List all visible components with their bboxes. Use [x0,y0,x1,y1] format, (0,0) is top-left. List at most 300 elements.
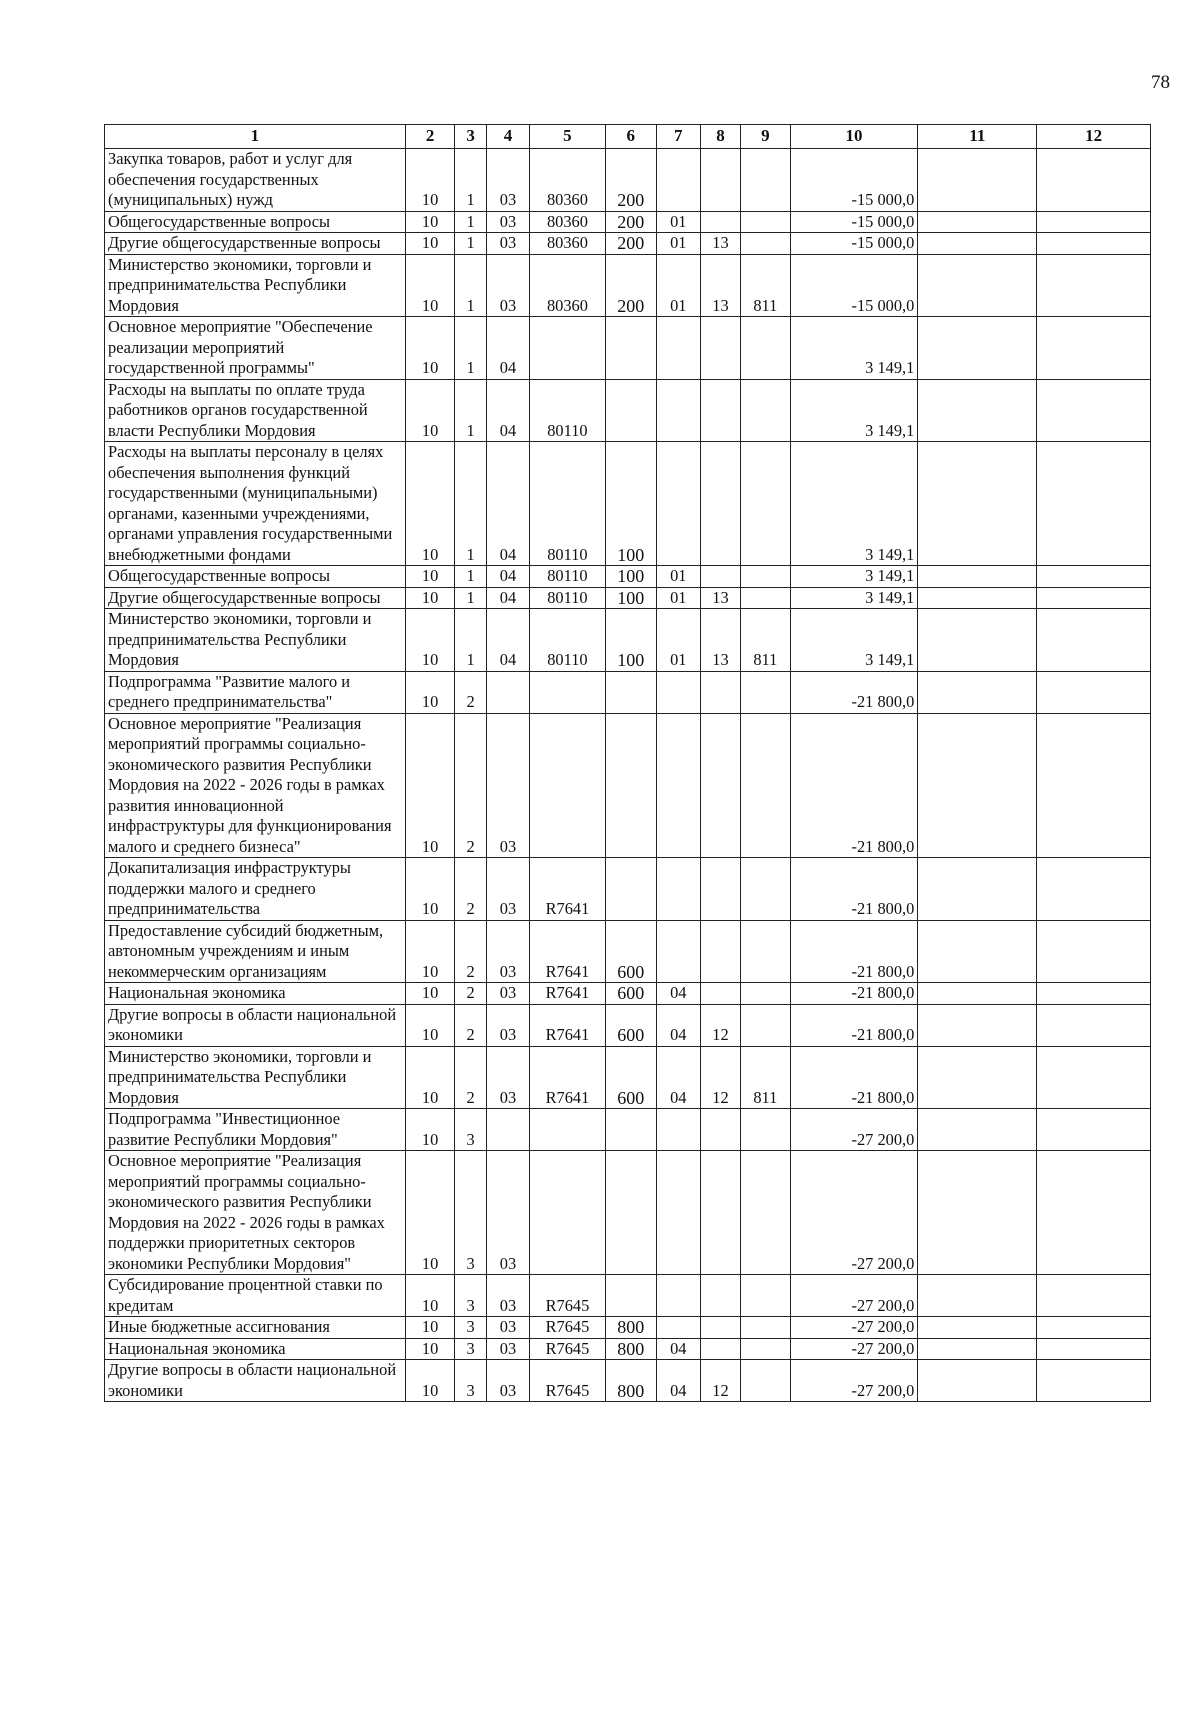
row-cell-col-2: 10 [405,587,455,609]
row-cell-col-9: 811 [740,254,790,317]
row-cell-col-9 [740,317,790,380]
row-cell-col-4: 03 [486,1338,529,1360]
row-cell-col-7: 01 [656,587,700,609]
header-col-11: 11 [918,125,1037,149]
row-cell-col-5: 80360 [530,211,606,233]
row-cell-col-12 [1037,442,1151,566]
row-cell-col-10: -27 200,0 [790,1360,918,1402]
row-cell-col-9 [740,1360,790,1402]
header-col-5: 5 [530,125,606,149]
row-description: Другие вопросы в области национальной экономики [105,1360,406,1402]
row-cell-col-7: 01 [656,254,700,317]
row-description: Общегосударственные вопросы [105,211,406,233]
header-col-8: 8 [700,125,740,149]
row-cell-col-5: 80110 [530,442,606,566]
row-description: Национальная экономика [105,983,406,1005]
header-col-7: 7 [656,125,700,149]
header-col-3: 3 [455,125,486,149]
row-cell-col-10: -21 800,0 [790,1004,918,1046]
row-cell-col-10: 3 149,1 [790,587,918,609]
row-cell-col-8 [700,211,740,233]
row-cell-col-2: 10 [405,1046,455,1109]
row-cell-col-6 [605,379,656,442]
row-cell-col-6 [605,1151,656,1275]
row-cell-col-9 [740,920,790,983]
row-cell-col-11 [918,149,1037,212]
row-cell-col-9 [740,587,790,609]
row-cell-col-2: 10 [405,442,455,566]
row-cell-col-10: -27 200,0 [790,1338,918,1360]
row-cell-col-12 [1037,609,1151,672]
row-cell-col-12 [1037,1338,1151,1360]
row-cell-col-5: R7645 [530,1360,606,1402]
row-description: Национальная экономика [105,1338,406,1360]
row-cell-col-2: 10 [405,713,455,858]
row-cell-col-9 [740,713,790,858]
row-cell-col-11 [918,254,1037,317]
row-cell-col-11 [918,609,1037,672]
row-cell-col-6: 100 [605,442,656,566]
header-col-9: 9 [740,125,790,149]
row-cell-col-5 [530,713,606,858]
row-description: Предоставление субсидий бюджетным, автономным учреждениям и иным некоммерческим организациям [105,920,406,983]
row-cell-col-12 [1037,920,1151,983]
row-cell-col-12 [1037,671,1151,713]
row-cell-col-9 [740,442,790,566]
row-cell-col-3: 3 [455,1109,486,1151]
row-cell-col-3: 1 [455,233,486,255]
row-cell-col-4: 03 [486,1151,529,1275]
row-cell-col-10: -27 200,0 [790,1275,918,1317]
row-description: Министерство экономики, торговли и предпринимательства Республики Мордовия [105,609,406,672]
row-cell-col-11 [918,983,1037,1005]
row-cell-col-6: 600 [605,1004,656,1046]
row-cell-col-10: -21 800,0 [790,920,918,983]
row-cell-col-11 [918,379,1037,442]
table-row [105,671,1151,713]
row-cell-col-10: 3 149,1 [790,442,918,566]
row-cell-col-8: 13 [700,587,740,609]
row-description: Закупка товаров, работ и услуг для обеспечения государственных (муниципальных) нужд [105,149,406,212]
row-cell-col-10: 3 149,1 [790,566,918,588]
row-cell-col-8 [700,1317,740,1339]
row-cell-col-9 [740,1109,790,1151]
row-cell-col-4: 04 [486,379,529,442]
row-cell-col-8: 12 [700,1046,740,1109]
row-cell-col-9 [740,1151,790,1275]
row-cell-col-2: 10 [405,211,455,233]
table-row [105,1004,1151,1046]
row-cell-col-3: 3 [455,1360,486,1402]
row-cell-col-4: 03 [486,858,529,921]
row-cell-col-9 [740,233,790,255]
row-cell-col-6 [605,671,656,713]
row-cell-col-7 [656,1275,700,1317]
header-col-12: 12 [1037,125,1151,149]
row-cell-col-3: 3 [455,1151,486,1275]
row-cell-col-6: 100 [605,587,656,609]
row-cell-col-9 [740,566,790,588]
row-cell-col-2: 10 [405,379,455,442]
row-cell-col-5: 80110 [530,587,606,609]
row-cell-col-5: 80360 [530,149,606,212]
row-description: Основное мероприятие "Обеспечение реализации мероприятий государственной программы" [105,317,406,380]
row-cell-col-3: 2 [455,920,486,983]
row-cell-col-11 [918,1109,1037,1151]
row-cell-col-5: R7641 [530,858,606,921]
row-cell-col-7: 04 [656,1046,700,1109]
row-cell-col-12 [1037,713,1151,858]
row-description: Министерство экономики, торговли и предпринимательства Республики Мордовия [105,254,406,317]
row-cell-col-3: 3 [455,1317,486,1339]
row-cell-col-8 [700,379,740,442]
row-cell-col-2: 10 [405,1151,455,1275]
row-cell-col-10: -21 800,0 [790,1046,918,1109]
row-cell-col-4: 04 [486,587,529,609]
row-cell-col-6: 200 [605,149,656,212]
table-row [105,211,1151,233]
row-cell-col-12 [1037,1004,1151,1046]
row-cell-col-3: 1 [455,379,486,442]
row-cell-col-5: 80360 [530,254,606,317]
row-cell-col-5 [530,317,606,380]
budget-table [104,124,1151,1402]
row-cell-col-6 [605,713,656,858]
row-cell-col-12 [1037,983,1151,1005]
row-cell-col-7 [656,1317,700,1339]
row-description: Подпрограмма "Инвестиционное развитие Республики Мордовия" [105,1109,406,1151]
row-cell-col-11 [918,920,1037,983]
row-description: Иные бюджетные ассигнования [105,1317,406,1339]
table-row [105,920,1151,983]
row-cell-col-10: -15 000,0 [790,254,918,317]
table-row [105,1151,1151,1275]
row-cell-col-4: 03 [486,1317,529,1339]
row-cell-col-12 [1037,587,1151,609]
row-cell-col-2: 10 [405,1317,455,1339]
row-cell-col-8 [700,1338,740,1360]
table-row [105,1360,1151,1402]
row-cell-col-10: -15 000,0 [790,211,918,233]
row-cell-col-2: 10 [405,983,455,1005]
row-cell-col-8 [700,858,740,921]
row-cell-col-7 [656,858,700,921]
row-cell-col-2: 10 [405,566,455,588]
row-cell-col-12 [1037,254,1151,317]
row-cell-col-5: R7641 [530,1046,606,1109]
row-cell-col-3: 1 [455,609,486,672]
row-cell-col-9 [740,149,790,212]
row-cell-col-7 [656,671,700,713]
row-cell-col-3: 1 [455,254,486,317]
row-cell-col-8 [700,1275,740,1317]
row-description: Другие общегосударственные вопросы [105,587,406,609]
row-cell-col-7 [656,379,700,442]
header-col-2: 2 [405,125,455,149]
row-cell-col-7 [656,920,700,983]
row-cell-col-10: -21 800,0 [790,713,918,858]
row-cell-col-5: 80110 [530,379,606,442]
row-cell-col-3: 2 [455,1004,486,1046]
row-cell-col-5: R7641 [530,920,606,983]
row-cell-col-9 [740,671,790,713]
row-cell-col-9 [740,1275,790,1317]
row-cell-col-7: 04 [656,1004,700,1046]
row-description: Основное мероприятие "Реализация мероприятий программы социально-экономического развития Республики Мордовия на 2022 - 2026 годы в рамках развития инновационной инфраструктуры для функционирования малого и среднего бизнеса" [105,713,406,858]
row-description: Министерство экономики, торговли и предпринимательства Республики Мордовия [105,1046,406,1109]
table-row [105,233,1151,255]
row-cell-col-2: 10 [405,1338,455,1360]
row-cell-col-10: -15 000,0 [790,233,918,255]
row-cell-col-10: -27 200,0 [790,1317,918,1339]
row-cell-col-3: 3 [455,1338,486,1360]
row-cell-col-7: 04 [656,1338,700,1360]
row-cell-col-11 [918,1275,1037,1317]
table-row [105,1317,1151,1339]
row-cell-col-6: 200 [605,211,656,233]
row-cell-col-5 [530,671,606,713]
row-cell-col-12 [1037,149,1151,212]
row-cell-col-11 [918,1317,1037,1339]
row-cell-col-3: 1 [455,442,486,566]
row-cell-col-5 [530,1109,606,1151]
row-cell-col-3: 1 [455,149,486,212]
table-row [105,1109,1151,1151]
row-cell-col-9 [740,858,790,921]
row-cell-col-6: 100 [605,566,656,588]
row-cell-col-11 [918,713,1037,858]
row-cell-col-12 [1037,1360,1151,1402]
table-row [105,149,1151,212]
row-description: Другие вопросы в области национальной экономики [105,1004,406,1046]
row-cell-col-12 [1037,566,1151,588]
row-cell-col-11 [918,566,1037,588]
row-cell-col-4: 04 [486,317,529,380]
row-cell-col-2: 10 [405,1360,455,1402]
row-cell-col-8 [700,671,740,713]
row-cell-col-6: 200 [605,233,656,255]
table-row [105,713,1151,858]
page-number: 78 [1151,72,1170,93]
row-cell-col-4: 04 [486,566,529,588]
row-cell-col-3: 1 [455,587,486,609]
row-cell-col-6 [605,317,656,380]
row-description: Докапитализация инфраструктуры поддержки малого и среднего предпринимательства [105,858,406,921]
row-cell-col-11 [918,233,1037,255]
table-body [105,149,1151,1402]
row-cell-col-8: 13 [700,254,740,317]
row-cell-col-5: R7645 [530,1338,606,1360]
row-cell-col-5: R7641 [530,1004,606,1046]
table-row [105,1275,1151,1317]
table-row [105,983,1151,1005]
row-cell-col-4: 03 [486,211,529,233]
row-description: Субсидирование процентной ставки по кредитам [105,1275,406,1317]
table-row [105,609,1151,672]
row-cell-col-11 [918,317,1037,380]
row-cell-col-2: 10 [405,317,455,380]
row-cell-col-9: 811 [740,609,790,672]
row-cell-col-8 [700,149,740,212]
row-cell-col-6 [605,858,656,921]
row-cell-col-12 [1037,858,1151,921]
row-cell-col-7 [656,713,700,858]
header-col-6: 6 [605,125,656,149]
row-description: Расходы на выплаты по оплате труда работников органов государственной власти Республики Мордовия [105,379,406,442]
row-cell-col-8 [700,983,740,1005]
row-cell-col-9 [740,211,790,233]
row-cell-col-9: 811 [740,1046,790,1109]
row-cell-col-11 [918,1360,1037,1402]
row-cell-col-6 [605,1109,656,1151]
row-cell-col-7 [656,442,700,566]
row-description: Общегосударственные вопросы [105,566,406,588]
row-cell-col-8 [700,1109,740,1151]
row-cell-col-7: 01 [656,233,700,255]
row-cell-col-3: 1 [455,317,486,380]
table-row [105,858,1151,921]
row-cell-col-5: R7645 [530,1317,606,1339]
row-cell-col-6 [605,1275,656,1317]
row-cell-col-6: 200 [605,254,656,317]
row-cell-col-8 [700,1151,740,1275]
row-cell-col-11 [918,671,1037,713]
row-cell-col-11 [918,1046,1037,1109]
row-cell-col-4: 03 [486,1275,529,1317]
row-cell-col-12 [1037,211,1151,233]
row-cell-col-7: 01 [656,609,700,672]
row-cell-col-8 [700,442,740,566]
row-cell-col-4: 03 [486,1046,529,1109]
row-cell-col-10: -21 800,0 [790,983,918,1005]
row-cell-col-12 [1037,1046,1151,1109]
row-cell-col-3: 1 [455,211,486,233]
row-description: Основное мероприятие "Реализация мероприятий программы социально-экономического развития Республики Мордовия на 2022 - 2026 годы в рамках поддержки приоритетных секторов экономики Республики Мордовия" [105,1151,406,1275]
row-cell-col-4: 03 [486,713,529,858]
header-col-10: 10 [790,125,918,149]
header-row [105,125,1151,149]
row-cell-col-2: 10 [405,671,455,713]
row-cell-col-3: 2 [455,858,486,921]
row-cell-col-11 [918,1338,1037,1360]
row-description: Расходы на выплаты персоналу в целях обеспечения выполнения функций государственными (муниципальными) органами, казенными учреждениями, органами управления государственными внебюджетными фондами [105,442,406,566]
row-cell-col-11 [918,1151,1037,1275]
row-cell-col-4: 03 [486,233,529,255]
row-description: Подпрограмма "Развитие малого и среднего предпринимательства" [105,671,406,713]
row-cell-col-8 [700,566,740,588]
table-row [105,587,1151,609]
row-cell-col-12 [1037,233,1151,255]
row-cell-col-9 [740,1338,790,1360]
row-cell-col-11 [918,1004,1037,1046]
row-cell-col-5 [530,1151,606,1275]
row-cell-col-2: 10 [405,1004,455,1046]
table-row [105,1338,1151,1360]
row-cell-col-2: 10 [405,1109,455,1151]
row-cell-col-4: 03 [486,254,529,317]
row-cell-col-6: 600 [605,1046,656,1109]
row-description: Другие общегосударственные вопросы [105,233,406,255]
row-cell-col-7 [656,1109,700,1151]
row-cell-col-7 [656,149,700,212]
row-cell-col-6: 800 [605,1317,656,1339]
row-cell-col-10: 3 149,1 [790,379,918,442]
header-col-1: 1 [105,125,406,149]
row-cell-col-10: 3 149,1 [790,317,918,380]
row-cell-col-10: -27 200,0 [790,1109,918,1151]
row-cell-col-6: 800 [605,1360,656,1402]
row-cell-col-5: R7645 [530,1275,606,1317]
row-cell-col-11 [918,442,1037,566]
row-cell-col-7: 04 [656,983,700,1005]
table-row [105,566,1151,588]
row-cell-col-2: 10 [405,920,455,983]
row-cell-col-12 [1037,1151,1151,1275]
row-cell-col-7: 04 [656,1360,700,1402]
row-cell-col-5: R7641 [530,983,606,1005]
row-cell-col-6: 800 [605,1338,656,1360]
row-cell-col-3: 1 [455,566,486,588]
row-cell-col-11 [918,858,1037,921]
row-cell-col-9 [740,1004,790,1046]
row-cell-col-3: 2 [455,1046,486,1109]
row-cell-col-6: 100 [605,609,656,672]
row-cell-col-4 [486,1109,529,1151]
row-cell-col-10: -27 200,0 [790,1151,918,1275]
row-cell-col-10: -21 800,0 [790,858,918,921]
row-cell-col-12 [1037,1317,1151,1339]
row-cell-col-4: 04 [486,609,529,672]
row-cell-col-2: 10 [405,149,455,212]
row-cell-col-10: 3 149,1 [790,609,918,672]
row-cell-col-11 [918,587,1037,609]
row-cell-col-7: 01 [656,211,700,233]
row-cell-col-2: 10 [405,609,455,672]
row-cell-col-8: 12 [700,1360,740,1402]
row-cell-col-8: 13 [700,233,740,255]
row-cell-col-10: -15 000,0 [790,149,918,212]
row-cell-col-8 [700,920,740,983]
row-cell-col-2: 10 [405,858,455,921]
row-cell-col-11 [918,211,1037,233]
row-cell-col-3: 2 [455,983,486,1005]
row-cell-col-8: 12 [700,1004,740,1046]
row-cell-col-4: 03 [486,149,529,212]
row-cell-col-12 [1037,1109,1151,1151]
row-cell-col-2: 10 [405,233,455,255]
table-row [105,379,1151,442]
row-cell-col-12 [1037,379,1151,442]
row-cell-col-3: 3 [455,1275,486,1317]
row-cell-col-9 [740,983,790,1005]
row-cell-col-4: 03 [486,983,529,1005]
row-cell-col-3: 2 [455,713,486,858]
table-row [105,442,1151,566]
row-cell-col-7: 01 [656,566,700,588]
row-cell-col-6: 600 [605,983,656,1005]
row-cell-col-8 [700,713,740,858]
row-cell-col-9 [740,1317,790,1339]
table-row [105,317,1151,380]
row-cell-col-6: 600 [605,920,656,983]
row-cell-col-8: 13 [700,609,740,672]
row-cell-col-4 [486,671,529,713]
row-cell-col-5: 80110 [530,566,606,588]
row-cell-col-4: 03 [486,1004,529,1046]
row-cell-col-12 [1037,1275,1151,1317]
row-cell-col-12 [1037,317,1151,380]
row-cell-col-4: 04 [486,442,529,566]
